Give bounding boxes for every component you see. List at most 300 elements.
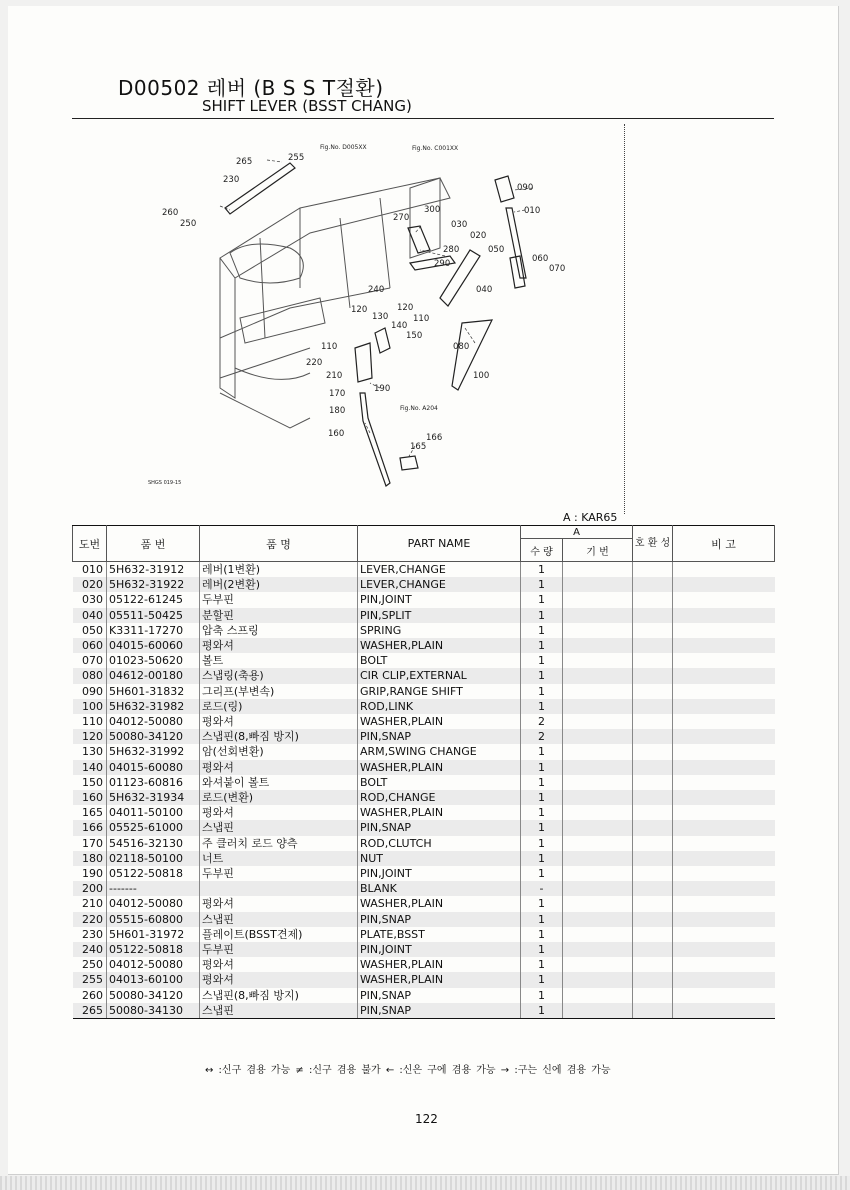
ref-cell: 260 [82,988,103,1002]
table-row [73,866,775,881]
table-row [73,775,775,790]
callout-180: 180 [329,406,346,416]
remarks-cell [673,714,775,729]
ref-cell: 190 [82,867,103,881]
section-code-title: D00502 레버 (B S S T절환) [118,76,384,100]
callout-050: 050 [488,245,505,255]
callout-060: 060 [532,254,549,264]
table-row [73,714,775,729]
part-name-cell: BOLT [358,775,521,790]
korean-name-cell: 두부핀 [200,592,358,607]
interchange-cell [633,820,673,835]
header-rule [72,118,774,119]
callout-080: 080 [453,342,470,352]
part-number-cell: 04612-00180 [107,668,200,683]
table-row [73,942,775,957]
part-name-cell: NUT [358,851,521,866]
interchange-cell [633,896,673,911]
callout-240: 240 [368,285,385,295]
interchange-cell [633,927,673,942]
callout-130: 130 [372,312,389,322]
part-number-cell: 50080-34120 [107,729,200,744]
remarks-cell [673,699,775,714]
korean-name-cell: 스냅핀(8,빠짐 방지) [200,729,358,744]
ref-cell: 010 [82,563,103,576]
part-number-cell: 5H601-31972 [107,927,200,942]
part-name-cell: PIN,JOINT [358,942,521,957]
base-cell [563,638,633,653]
quantity-cell: 1 [521,866,563,881]
part-name-cell: CIR CLIP,EXTERNAL [358,668,521,683]
part-name-cell: PIN,JOINT [358,592,521,607]
quantity-cell: 1 [521,988,563,1003]
table-row [73,668,775,683]
interchange-cell [633,912,673,927]
base-cell [563,957,633,972]
quantity-cell: 1 [521,760,563,775]
part-name-cell: PIN,SNAP [358,1003,521,1019]
table-row [73,836,775,851]
part-number-cell: 05122-50818 [107,866,200,881]
quantity-cell: 1 [521,957,563,972]
korean-name-cell: 너트 [200,851,358,866]
part-name-cell: WASHER,PLAIN [358,972,521,987]
base-cell [563,972,633,987]
korean-name-cell: 평와셔 [200,805,358,820]
part-number-cell: 05515-60800 [107,912,200,927]
ref-cell: 100 [73,699,107,714]
remarks-cell [673,577,775,592]
quantity-cell: 2 [521,729,563,744]
remarks-cell [673,744,775,759]
col-qty-header: 수 량 [521,539,563,562]
korean-name-cell: 평와셔 [200,638,358,653]
part-name-cell: PIN,SNAP [358,820,521,835]
remarks-cell [673,729,775,744]
base-cell [563,684,633,699]
interchange-cell [633,562,673,578]
table-row [73,972,775,987]
part-number-cell: 05525-61000 [107,820,200,835]
remarks-cell [673,957,775,972]
part-name-cell: WASHER,PLAIN [358,805,521,820]
callout-150: 150 [406,331,423,341]
base-cell [563,608,633,623]
remarks-cell [673,836,775,851]
korean-name-cell: 평와셔 [200,972,358,987]
callout-270: 270 [393,213,410,223]
table-row [73,638,775,653]
part-name-cell: BOLT [358,653,521,668]
col-name-en-header: PART NAME [358,526,521,562]
interchange-cell [633,592,673,607]
part-number-cell: 01123-60816 [107,775,200,790]
part-number-cell: 05122-50818 [107,942,200,957]
scan-edge [0,1176,850,1190]
ref-cell: 165 [82,806,103,820]
part-name-cell: LEVER,CHANGE [358,577,521,592]
ref-cell: 230 [82,927,103,941]
quantity-cell: 1 [521,562,563,578]
quantity-cell: 1 [521,744,563,759]
part-name-cell: WASHER,PLAIN [358,957,521,972]
part-name-cell: WASHER,PLAIN [358,760,521,775]
remarks-cell [673,881,775,896]
callout-090: 090 [517,183,534,193]
part-name-cell: PIN,JOINT [358,866,521,881]
korean-name-cell: 플레이트(BSST견제) [200,927,358,942]
korean-name-cell: 스냅링(축용) [200,668,358,683]
part-number-cell: 04012-50080 [107,714,200,729]
shift-lever-parts [225,163,526,486]
quantity-cell: 1 [521,1003,563,1019]
base-cell [563,927,633,942]
remarks-cell [673,608,775,623]
part-name-cell: ROD,CHANGE [358,790,521,805]
col-base-header: 기 번 [563,539,633,562]
ref-cell: 180 [73,851,107,866]
part-number-cell: K3311-17270 [107,623,200,638]
base-cell [563,881,633,896]
interchange-cell [633,744,673,759]
col-interchange-header: 호 환 성 [633,526,673,562]
base-cell [563,760,633,775]
part-number-cell: 04013-60100 [107,972,200,987]
remarks-cell [673,805,775,820]
korean-name-cell: 와셔붙이 볼트 [200,775,358,790]
callout-030: 030 [451,220,468,230]
ref-cell: 250 [82,958,103,972]
fig-ref-label-2: Fig.No. C001XX [412,145,459,152]
remarks-cell [673,942,775,957]
table-row [73,1003,775,1019]
callout-170: 170 [329,389,346,399]
korean-name-cell: 평와셔 [200,957,358,972]
part-number-cell: 05511-50425 [107,608,200,623]
drawing-code: SHGS 019-15 [148,480,182,486]
ref-cell: 030 [82,593,103,607]
remarks-cell [673,638,775,653]
table-row [73,608,775,623]
base-cell [563,668,633,683]
quantity-cell: 1 [521,851,563,866]
part-name-cell: PIN,SNAP [358,912,521,927]
parts-table [72,525,775,1019]
diagram-text [148,144,565,486]
table-row [73,927,775,942]
part-name-cell: WASHER,PLAIN [358,714,521,729]
part-name-cell: PIN,SNAP [358,988,521,1003]
remarks-cell [673,912,775,927]
col-index-header: 도번 [73,526,107,562]
part-number-cell: 02118-50100 [107,851,200,866]
interchange-cell [633,851,673,866]
ref-cell: 120 [73,729,107,744]
callout-110-b: 110 [321,342,338,352]
interchange-cell [633,881,673,896]
ref-cell: 130 [82,745,103,759]
table-row [73,790,775,805]
remarks-cell [673,684,775,699]
remarks-cell [673,972,775,987]
korean-name-cell: 평와셔 [200,714,358,729]
part-number-cell: 50080-34130 [107,1003,200,1019]
korean-name-cell: 스냅핀 [200,1003,358,1019]
quantity-cell: 1 [521,668,563,683]
base-cell [563,592,633,607]
callout-300: 300 [424,205,441,215]
base-cell [563,851,633,866]
ref-cell: 090 [82,684,103,698]
callout-010: 010 [524,206,541,216]
remarks-cell [673,927,775,942]
part-number-cell: 5H601-31832 [107,684,200,699]
ref-cell: 210 [82,897,103,911]
korean-name-cell: 로드(변환) [200,790,358,805]
part-number-cell: 05122-61245 [107,592,200,607]
remarks-cell [673,896,775,911]
ref-cell: 050 [82,623,103,637]
table-row [73,684,775,699]
interchange-legend: ↔ :신구 겸용 가능 ≠ :신구 겸용 불가 ← :신은 구에 겸용 가능 → :구는 신에 겸용 가능 [205,1065,611,1076]
korean-name-cell: 레버(1변환) [200,562,358,578]
table-row [73,851,775,866]
col-name-kr-header: 품 명 [200,526,358,562]
remarks-cell [673,790,775,805]
part-name-cell: PLATE,BSST [358,927,521,942]
model-header: A : KAR65 [563,511,618,524]
table-row [73,653,775,668]
remarks-cell [673,775,775,790]
ref-cell: 160 [73,790,107,805]
parts-table-body [73,562,775,1019]
korean-name-cell: 그리프(부변속) [200,684,358,699]
callout-250: 250 [180,219,197,229]
base-cell [563,729,633,744]
interchange-cell [633,577,673,592]
base-cell [563,744,633,759]
base-cell [563,866,633,881]
table-row [73,577,775,592]
part-number-cell: 50080-34120 [107,988,200,1003]
remarks-cell [673,760,775,775]
interchange-cell [633,653,673,668]
korean-name-cell: 암(선회변환) [200,744,358,759]
callout-220: 220 [306,358,323,368]
part-name-cell: WASHER,PLAIN [358,896,521,911]
callout-230: 230 [223,175,240,185]
callout-190: 190 [374,384,391,394]
callout-290: 290 [434,259,451,269]
part-name-cell: GRIP,RANGE SHIFT [358,684,521,699]
table-row [73,562,775,578]
table-row [73,820,775,835]
table-row [73,896,775,911]
remarks-cell [673,623,775,638]
callout-166: 166 [426,433,443,443]
base-cell [563,836,633,851]
interchange-cell [633,760,673,775]
part-number-cell: 5H632-31934 [107,790,200,805]
remarks-cell [673,866,775,881]
korean-name-cell: 두부핀 [200,942,358,957]
quantity-cell: 1 [521,577,563,592]
korean-name-cell: 레버(2변환) [200,577,358,592]
table-row [73,744,775,759]
quantity-cell: 1 [521,608,563,623]
interchange-cell [633,638,673,653]
ref-cell: 265 [73,1003,107,1019]
ref-cell: 020 [73,577,107,592]
ref-cell: 060 [73,638,107,653]
korean-name-cell: 스냅핀 [200,912,358,927]
quantity-cell: 1 [521,912,563,927]
base-cell [563,714,633,729]
base-cell [563,942,633,957]
quantity-cell: 2 [521,714,563,729]
part-name-cell: BLANK [358,881,521,896]
interchange-cell [633,957,673,972]
part-number-cell: 54516-32130 [107,836,200,851]
ref-cell: 166 [73,820,107,835]
korean-name-cell: 두부핀 [200,866,358,881]
interchange-cell [633,775,673,790]
col-remarks-header: 비 고 [673,526,775,562]
part-number-cell: 5H632-31922 [107,577,200,592]
part-name-cell: ROD,CLUTCH [358,836,521,851]
remarks-cell [673,668,775,683]
korean-name-cell: 압축 스프링 [200,623,358,638]
callout-165: 165 [410,442,427,452]
col-group-a-header: A [521,526,633,539]
base-cell [563,775,633,790]
part-number-cell: 5H632-31982 [107,699,200,714]
table-row [73,805,775,820]
callout-260: 260 [162,208,179,218]
quantity-cell: 1 [521,699,563,714]
base-cell [563,653,633,668]
callout-100: 100 [473,371,490,381]
callout-210: 210 [326,371,343,381]
quantity-cell: 1 [521,942,563,957]
interchange-cell [633,668,673,683]
interchange-cell [633,790,673,805]
interchange-cell [633,836,673,851]
quantity-cell: 1 [521,972,563,987]
callout-120-b: 120 [397,303,414,313]
korean-name-cell: 스냅핀(8,빠짐 방지) [200,988,358,1003]
remarks-cell [673,851,775,866]
base-cell [563,820,633,835]
interchange-cell [633,684,673,699]
korean-name-cell: 볼트 [200,653,358,668]
quantity-cell: - [521,881,563,896]
table-row [73,957,775,972]
part-number-cell: 04012-50080 [107,957,200,972]
callout-040: 040 [476,285,493,295]
remarks-cell [673,592,775,607]
callout-070: 070 [549,264,566,274]
part-number-cell: 04011-50100 [107,805,200,820]
ref-cell: 200 [73,881,107,896]
base-cell [563,805,633,820]
table-row [73,760,775,775]
table-row [73,912,775,927]
part-number-cell: 5H632-31992 [107,744,200,759]
col-part-no-header: 품 번 [107,526,200,562]
callout-255: 255 [288,153,305,163]
table-row [73,729,775,744]
base-cell [563,988,633,1003]
quantity-cell: 1 [521,836,563,851]
ref-cell: 220 [73,912,107,927]
ref-cell: 080 [73,668,107,683]
part-name-cell: SPRING [358,623,521,638]
fig-ref-label-3: Fig.No. A204 [400,405,438,412]
base-cell [563,577,633,592]
quantity-cell: 1 [521,684,563,699]
interchange-cell [633,805,673,820]
ref-cell: 170 [82,836,103,850]
callout-020: 020 [470,231,487,241]
base-cell [563,699,633,714]
quantity-cell: 1 [521,927,563,942]
ref-cell: 070 [82,654,103,668]
interchange-cell [633,988,673,1003]
base-cell [563,562,633,578]
part-number-cell: 04015-60080 [107,760,200,775]
quantity-cell: 1 [521,775,563,790]
base-cell [563,896,633,911]
quantity-cell: 1 [521,623,563,638]
quantity-cell: 1 [521,805,563,820]
korean-name-cell: 평와셔 [200,760,358,775]
part-name-cell: PIN,SPLIT [358,608,521,623]
callout-120-a: 120 [351,305,368,315]
quantity-cell: 1 [521,820,563,835]
part-name-cell: PIN,SNAP [358,729,521,744]
table-row [73,699,775,714]
interchange-cell [633,866,673,881]
part-name-cell: LEVER,CHANGE [358,562,521,578]
base-cell [563,912,633,927]
table-row [73,623,775,638]
quantity-cell: 1 [521,896,563,911]
interchange-cell [633,942,673,957]
part-name-cell: WASHER,PLAIN [358,638,521,653]
dotted-divider [624,124,625,514]
callout-140: 140 [391,321,408,331]
interchange-cell [633,1003,673,1019]
page-number: 122 [415,1112,438,1126]
remarks-cell [673,820,775,835]
korean-name-cell [200,881,358,896]
part-number-cell: ------- [107,881,200,896]
interchange-cell [633,714,673,729]
remarks-cell [673,988,775,1003]
quantity-cell: 1 [521,790,563,805]
callout-110-a: 110 [413,314,430,324]
part-number-cell: 04015-60060 [107,638,200,653]
callout-leaders [220,160,533,458]
interchange-cell [633,608,673,623]
remarks-cell [673,1003,775,1019]
base-cell [563,790,633,805]
remarks-cell [673,562,775,578]
part-number-cell: 01023-50620 [107,653,200,668]
table-row [73,881,775,896]
quantity-cell: 1 [521,638,563,653]
